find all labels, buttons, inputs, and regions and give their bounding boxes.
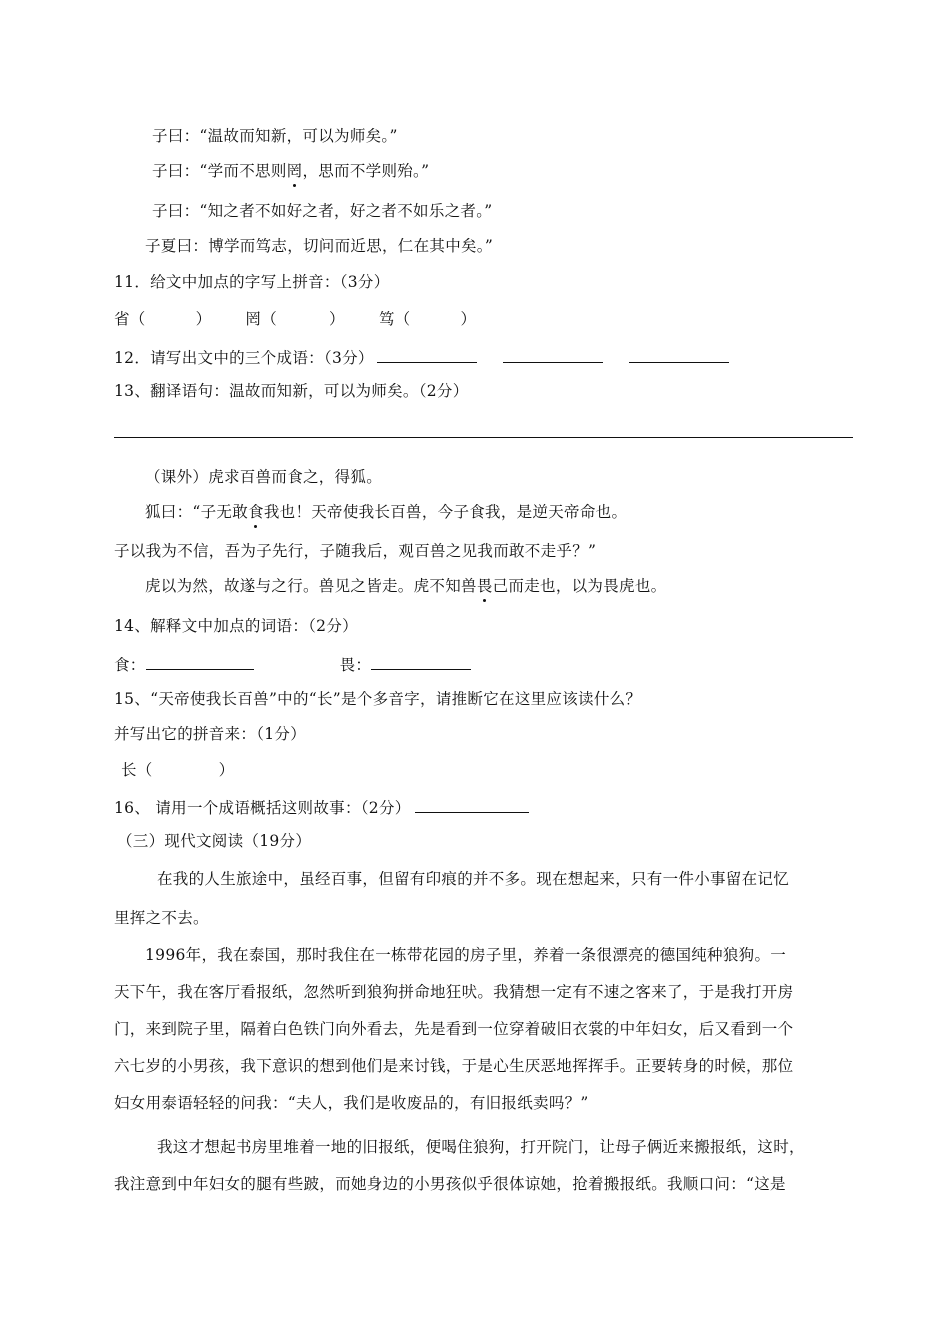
answer-blank[interactable] (629, 346, 729, 363)
question-14-answers: 食： 畏： (114, 653, 471, 675)
classical-line-2: 子曰：“学而不思则罔，思而不学则殆。” (152, 162, 430, 180)
dotted-char: 食 (248, 503, 264, 521)
extra-line-4: 虎以为然，故遂与之行。兽见之皆走。虎不知兽畏己而走也，以为畏虎也。 (145, 577, 667, 595)
classical-line-3: 子曰：“知之者不如好之者，好之者不如乐之者。” (152, 202, 493, 220)
classical-line-4: 子夏曰：博学而笃志，切问而近思，仁在其中矣。” (145, 237, 494, 255)
question-11-answers: 省（ ） 罔（ ） 笃（ ） (114, 310, 477, 328)
paragraph-line: 在我的人生旅途中，虽经百事，但留有印痕的并不多。现在想起来，只有一件小事留在记忆 (157, 870, 790, 888)
answer-blank[interactable] (377, 346, 477, 363)
answer-blank[interactable] (146, 653, 254, 670)
paragraph-line: 我注意到中年妇女的腿有些跛，而她身边的小男孩似乎很体谅她，抢着搬报纸。我顺口问：“这是 (114, 1175, 786, 1193)
paragraph-line: 天下午，我在客厅看报纸，忽然听到狼狗拼命地狂吠。我猜想一定有不速之客来了，于是我打开房 (114, 983, 794, 1001)
dotted-char: 罔 (286, 162, 303, 180)
dotted-char: 畏 (476, 577, 493, 595)
paragraph-line: 门，来到院子里，隔着白色铁门向外看去，先是看到一位穿着破旧衣裳的中年妇女，后又看到一个 (114, 1020, 794, 1038)
question-16: 16、 请用一个成语概括这则故事：（2分） (114, 796, 529, 818)
question-15-answer: 长（ ） (121, 761, 235, 779)
question-12: 12．请写出文中的三个成语：（3分） (114, 346, 729, 368)
question-15: 15、“天帝使我长百兽”中的“长”是个多音字，请推断它在这里应该读什么？ (114, 690, 642, 708)
answer-blank[interactable] (371, 653, 471, 670)
paragraph-line: 六七岁的小男孩，我下意识的想到他们是来讨钱，于是心生厌恶地挥挥手。正要转身的时候，那位 (114, 1057, 794, 1075)
question-13: 13、翻译语句：温故而知新，可以为师矣。（2分） (114, 382, 469, 400)
question-15-line-2: 并写出它的拼音来：（1分） (114, 725, 307, 743)
paragraph-line: 我这才想起书房里堆着一地的旧报纸，便喝住狼狗，打开院门，让母子俩近来搬报纸，这时， (157, 1138, 805, 1156)
answer-blank[interactable] (415, 796, 529, 813)
classical-line-1: 子曰：“温故而知新，可以为师矣。” (152, 127, 398, 145)
extra-line-2: 狐曰：“子无敢食我也！天帝使我长百兽，今子食我，是逆天帝命也。 (145, 503, 628, 521)
extra-line-3: 子以我为不信，吾为子先行，子随我后，观百兽之见我而敢不走乎？” (114, 542, 597, 560)
paragraph-line: 里挥之不去。 (114, 909, 209, 927)
answer-blank[interactable] (503, 346, 603, 363)
paragraph-line: 1996年，我在泰国，那时我住在一栋带花园的房子里，养着一条很漂亮的德国纯种狼狗。一 (145, 946, 787, 964)
extra-line-1: （课外）虎求百兽而食之，得狐。 (145, 468, 383, 486)
paragraph-line: 妇女用泰语轻轻的问我：“夫人，我们是收废品的，有旧报纸卖吗？” (114, 1094, 589, 1112)
answer-line[interactable] (114, 437, 853, 438)
section-title: （三）现代文阅读（19分） (117, 832, 312, 850)
question-14: 14、解释文中加点的词语：（2分） (114, 617, 358, 635)
question-11: 11．给文中加点的字写上拼音：（3分） (114, 273, 390, 291)
